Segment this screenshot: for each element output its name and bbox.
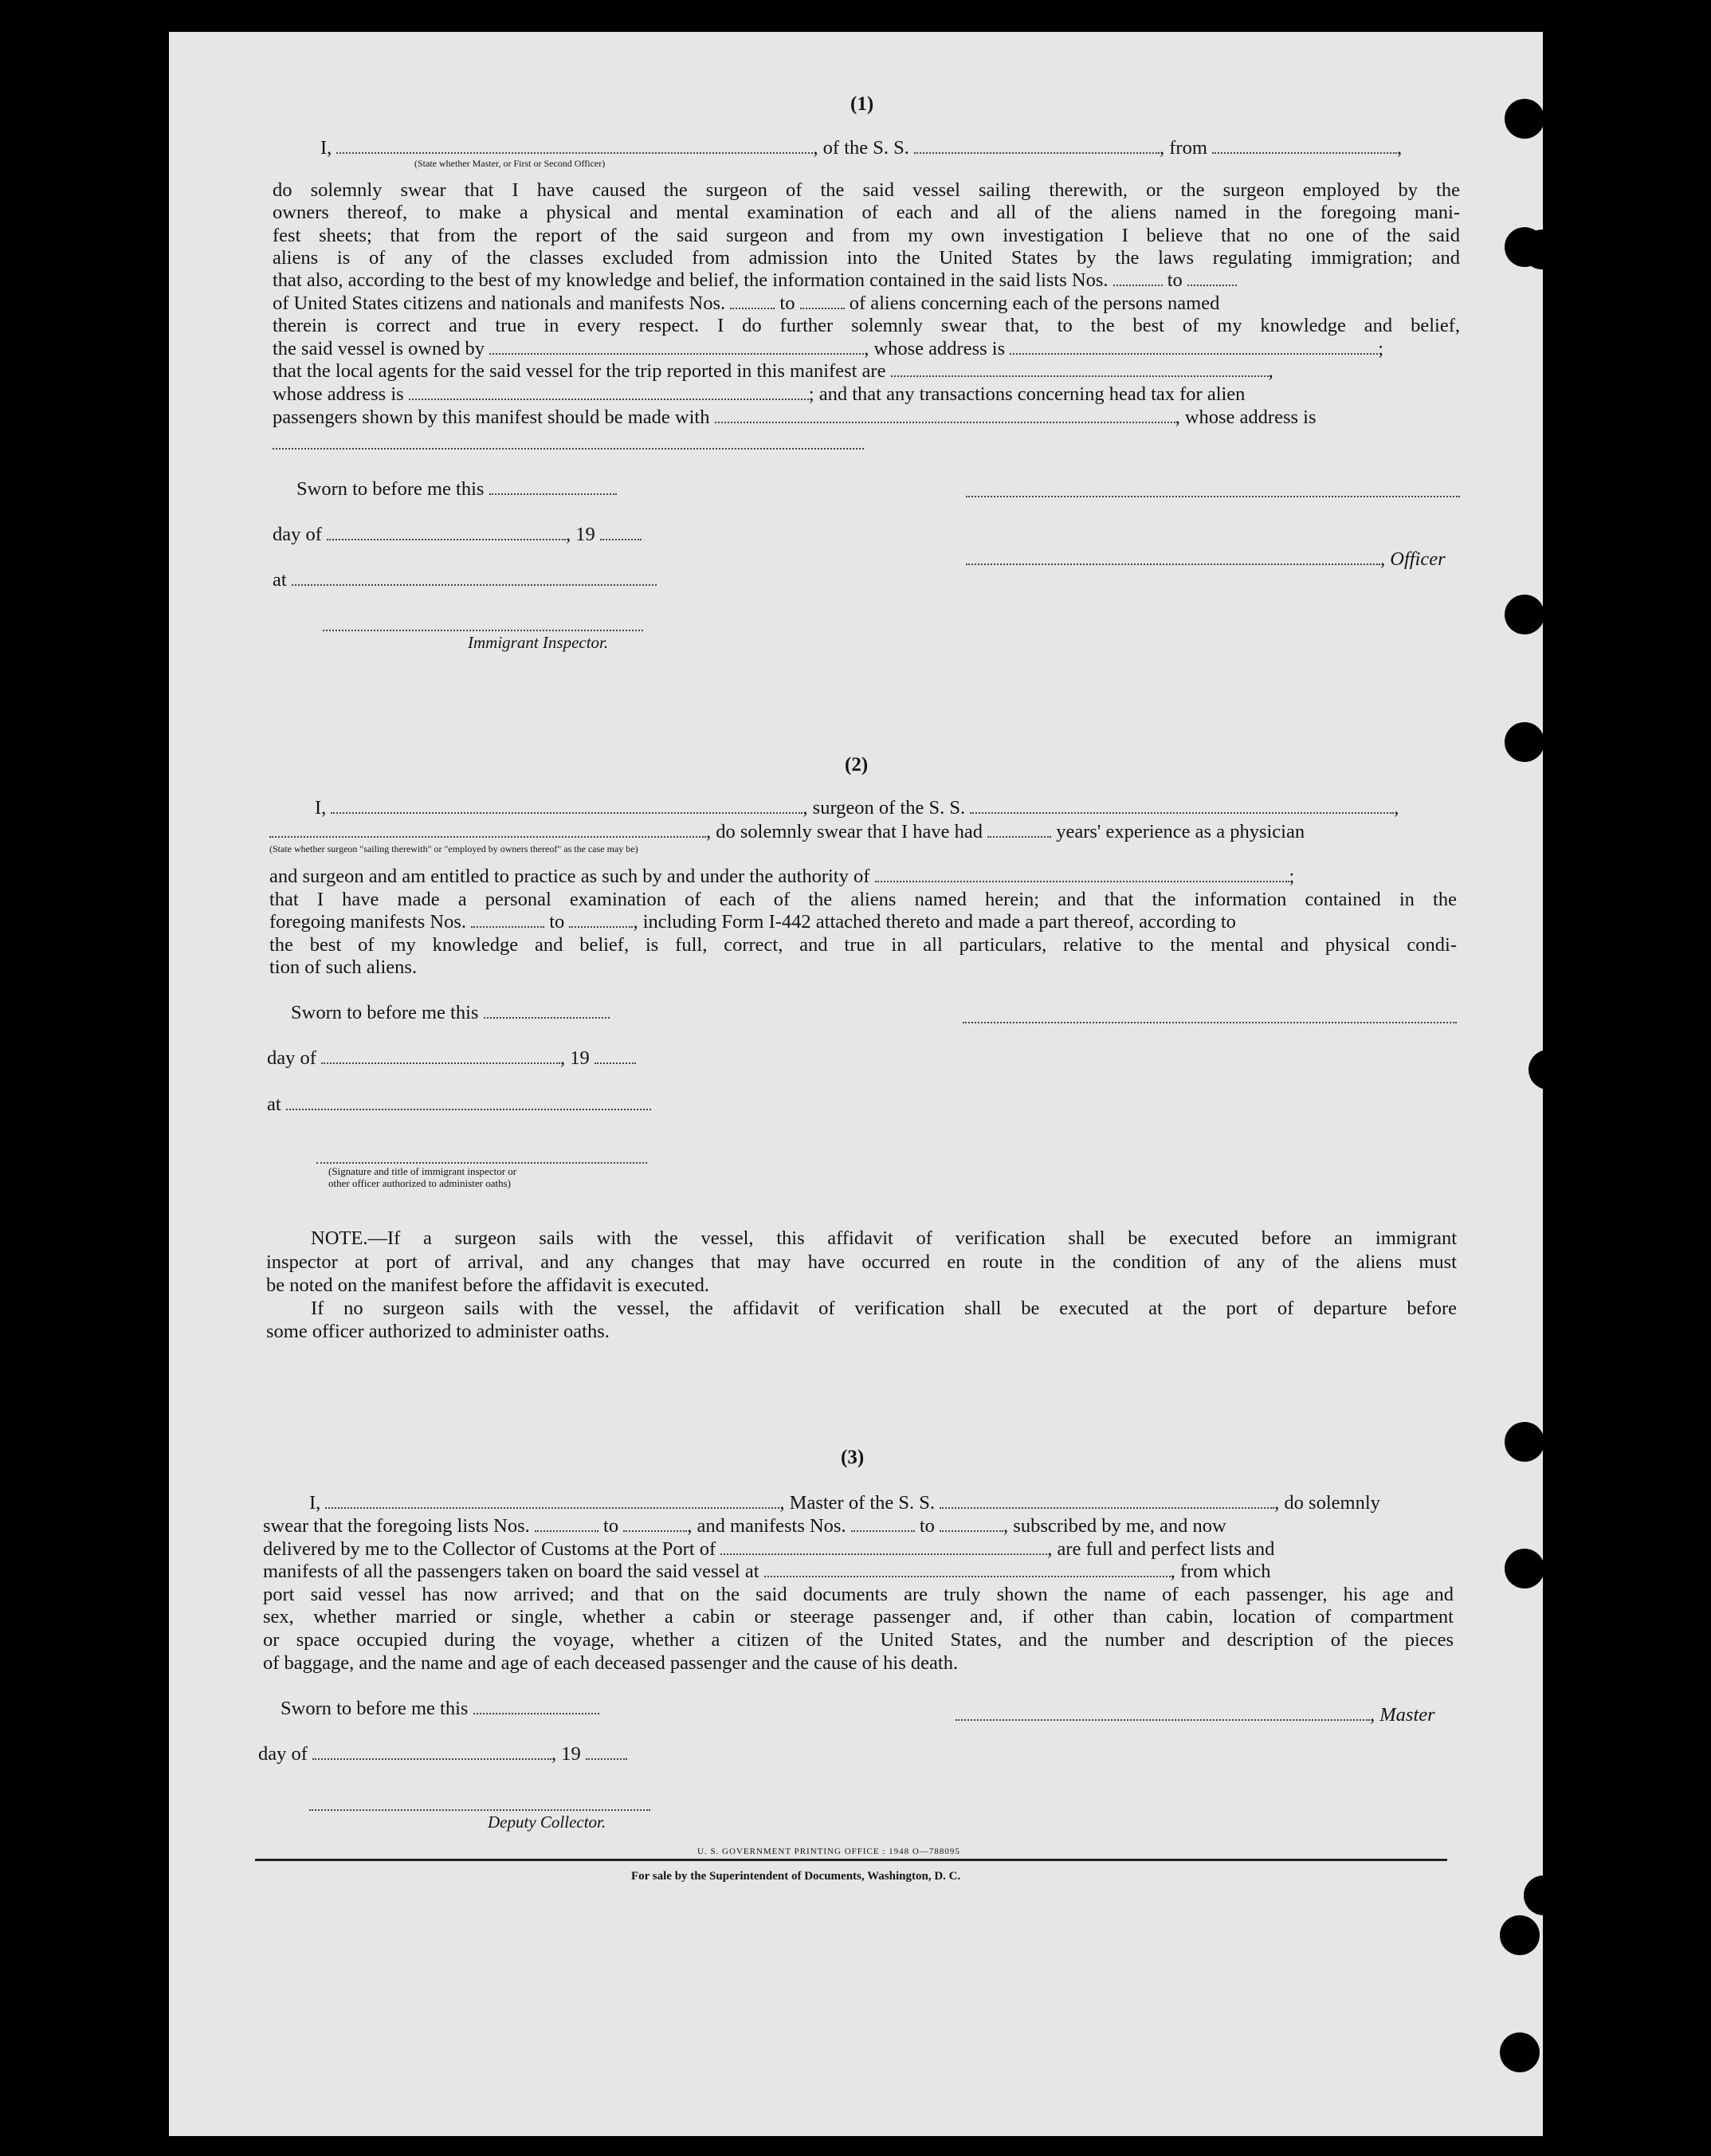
s2-line-1: I, , surgeon of the S. S. , <box>315 797 1399 819</box>
punch-hole <box>1505 595 1544 634</box>
s3-para-line: of baggage, and the name and age of each deceased passenger and the cause of his death. <box>263 1652 959 1674</box>
s2-line-2: , do solemnly swear that I have had years' experience as a physician <box>269 821 1305 843</box>
officer-line: , Officer <box>966 548 1446 571</box>
s3-line-1: I, , Master of the S. S. , do solemnly <box>309 1492 1380 1514</box>
lists-to-blank[interactable] <box>1187 270 1237 286</box>
s2-manifests-to-blank[interactable] <box>569 912 633 928</box>
s3-para-line: or space occupied during the voyage, whether a citizen of the United States, and the number and description of the pieces <box>263 1629 1454 1651</box>
surgeon-status-blank[interactable] <box>269 822 706 838</box>
s1-para-line: whose address is ; and that any transactions concerning head tax for alien <box>273 383 1246 405</box>
manifests-to-blank[interactable] <box>800 293 845 309</box>
s3-para-line: manifests of all the passengers taken on board the said vessel at , from which <box>263 1561 1271 1582</box>
years-experience-blank[interactable] <box>987 822 1051 838</box>
s1-para-line: therein is correct and true in every respect. I do further solemnly swear that, to the best of my knowledge and belief, <box>273 315 1460 336</box>
s3-para-line: swear that the foregoing lists Nos. to , and manifests Nos. to , subscribed by me, and now <box>263 1515 1226 1537</box>
s2-place-blank[interactable] <box>286 1094 651 1110</box>
officer-signature-blank[interactable] <box>966 549 1380 565</box>
note-line: some officer authorized to administer oaths. <box>266 1321 610 1342</box>
s3-lists-from-blank[interactable] <box>535 1516 598 1532</box>
note-line: If no surgeon sails with the vessel, the affidavit of verification shall be executed at the port of departure before <box>311 1298 1457 1319</box>
s3-vessel-blank[interactable] <box>940 1493 1274 1509</box>
punch-hole <box>1505 1422 1544 1462</box>
s3-para-line: sex, whether married or single, whether a cabin or steerage passenger and, if other than cabin, location of compartment <box>263 1606 1454 1628</box>
section-1-number: (1) <box>850 93 874 115</box>
punch-hole <box>1505 99 1544 139</box>
section-2-number: (2) <box>845 754 869 776</box>
master-line: , Master <box>956 1704 1435 1726</box>
officer-name-blank[interactable] <box>336 138 813 154</box>
port-blank[interactable] <box>720 1539 1047 1555</box>
s3-sworn-line: Sworn to before me this <box>281 1698 599 1720</box>
printer-imprint: U. S. GOVERNMENT PRINTING OFFICE : 1948 O—788095 <box>697 1847 960 1856</box>
lists-from-blank[interactable] <box>1113 270 1163 286</box>
s2-vessel-blank[interactable] <box>970 798 1394 814</box>
s2-sworn-line: Sworn to before me this <box>291 1002 610 1024</box>
s2-month-blank[interactable] <box>321 1048 560 1064</box>
s1-line-1: I, , of the S. S. , from , <box>320 137 1403 159</box>
local-agents-blank[interactable] <box>891 361 1269 377</box>
authority-blank[interactable] <box>875 866 1289 882</box>
s1-dayof-line: day of , 19 <box>273 524 642 546</box>
vessel-name-blank[interactable] <box>914 138 1160 154</box>
s1-at-line: at <box>273 569 657 591</box>
s1-place-blank[interactable] <box>292 570 657 586</box>
deputy-collector-label: Deputy Collector. <box>488 1812 606 1832</box>
s1-year-blank[interactable] <box>600 524 642 540</box>
s1-para-line: that also, according to the best of my knowledge and belief, the information contained in the said lists Nos. to <box>273 269 1237 292</box>
s3-para-line: delivered by me to the Collector of Customs at the Port of , are full and perfect lists and <box>263 1538 1275 1560</box>
s1-month-blank[interactable] <box>327 524 566 540</box>
s2-signature-line[interactable] <box>316 1162 647 1164</box>
master-name-blank[interactable] <box>325 1493 779 1509</box>
s1-sworn-line: Sworn to before me this <box>296 478 617 501</box>
officer-signature-line-1[interactable] <box>966 496 1460 497</box>
s1-para-line: fest sheets; that from the report of the said surgeon and from my own investigation I believe that no one of the said <box>273 225 1460 246</box>
punch-hole <box>1522 230 1562 269</box>
head-tax-address-blank[interactable] <box>273 448 864 450</box>
s1-officer-note: (State whether Master, or First or Second Officer) <box>414 158 606 169</box>
s3-lists-to-blank[interactable] <box>623 1516 687 1532</box>
s1-para-line: that the local agents for the said vessel for the trip reported in this manifest are , <box>273 360 1273 382</box>
owner-blank[interactable] <box>489 339 864 355</box>
from-port-blank[interactable] <box>1212 138 1397 154</box>
s3-month-blank[interactable] <box>312 1744 551 1760</box>
surgeon-name-blank[interactable] <box>331 798 803 814</box>
s1-sworn-day-blank[interactable] <box>489 479 617 495</box>
surgeon-signature-line[interactable] <box>963 1022 1457 1023</box>
s3-sworn-day-blank[interactable] <box>473 1698 599 1714</box>
s2-signature-caption: (Signature and title of immigrant inspector or other officer authorized to administer oaths) <box>328 1165 517 1189</box>
s1-para-line: aliens is of any of the classes excluded from admission into the United States by the laws regulating immigration; and <box>273 247 1460 269</box>
s2-dayof-line: day of , 19 <box>267 1047 636 1070</box>
s2-para-line: that I have made a personal examination of each of the aliens named herein; and that the information contained in the <box>269 889 1457 910</box>
s2-para-line: and surgeon and am entitled to practice as such by and under the authority of ; <box>269 866 1295 887</box>
head-tax-party-blank[interactable] <box>715 407 1175 423</box>
punch-hole <box>1505 1549 1544 1589</box>
s1-para-line: owners thereof, to make a physical and mental examination of each and all of the aliens named in the foregoing mani- <box>273 202 1460 223</box>
s2-year-blank[interactable] <box>595 1048 636 1064</box>
s1-para-line: the said vessel is owned by , whose address is ; <box>273 338 1384 359</box>
note-line: be noted on the manifest before the affidavit is executed. <box>266 1274 710 1296</box>
footer-rule <box>255 1859 1447 1861</box>
s2-para-line: the best of my knowledge and belief, is full, correct, and true in all particulars, relative to the mental and physical condi- <box>269 934 1457 956</box>
s2-sworn-day-blank[interactable] <box>484 1003 610 1019</box>
punch-hole <box>1524 1875 1564 1915</box>
punch-hole <box>1500 2032 1540 2072</box>
s3-year-blank[interactable] <box>586 1744 627 1760</box>
embark-port-blank[interactable] <box>764 1561 1171 1577</box>
form-page <box>169 32 1543 2136</box>
s1-para-line: passengers shown by this manifest should be made with , whose address is <box>273 406 1317 428</box>
s2-at-line: at <box>267 1094 651 1116</box>
section-3-number: (3) <box>841 1447 865 1468</box>
punch-hole <box>1529 1050 1568 1090</box>
immigrant-inspector-label: Immigrant Inspector. <box>468 633 609 652</box>
s2-para-line: tion of such aliens. <box>269 956 418 978</box>
s2-manifests-from-blank[interactable] <box>471 912 544 928</box>
s3-manifests-from-blank[interactable] <box>851 1516 915 1532</box>
s2-para-line: foregoing manifests Nos. to , including Form I-442 attached thereto and made a part thereof, according to <box>269 911 1236 933</box>
punch-hole <box>1505 722 1544 762</box>
s1-para-line: do solemnly swear that I have caused the surgeon of the said vessel sailing therewith, or the surgeon employed by the <box>273 179 1460 201</box>
note-line: NOTE.—If a surgeon sails with the vessel, this affidavit of verification shall be executed before an immigrant <box>311 1227 1457 1249</box>
note-line: inspector at port of arrival, and any changes that may have occurred en route in the condition of any of the aliens must <box>266 1251 1457 1273</box>
owner-address-blank[interactable] <box>1010 339 1378 355</box>
s2-surgeon-note: (State whether surgeon "sailing therewith" or "employed by owners thereof" as the case may be) <box>269 843 638 854</box>
manifests-from-blank[interactable] <box>730 293 775 309</box>
s1-para-line: of United States citizens and nationals and manifests Nos. to of aliens concerning each of the persons named <box>273 293 1220 314</box>
s3-para-line: port said vessel has now arrived; and that on the said documents are truly shown the name of each passenger, his age and <box>263 1584 1454 1605</box>
s3-manifests-to-blank[interactable] <box>940 1516 1003 1532</box>
s3-dayof-line: day of , 19 <box>258 1743 627 1765</box>
punch-hole <box>1500 1915 1540 1955</box>
master-signature-blank[interactable] <box>956 1705 1370 1721</box>
agents-address-blank[interactable] <box>409 384 809 400</box>
footer-text: For sale by the Superintendent of Documents, Washington, D. C. <box>631 1870 961 1883</box>
